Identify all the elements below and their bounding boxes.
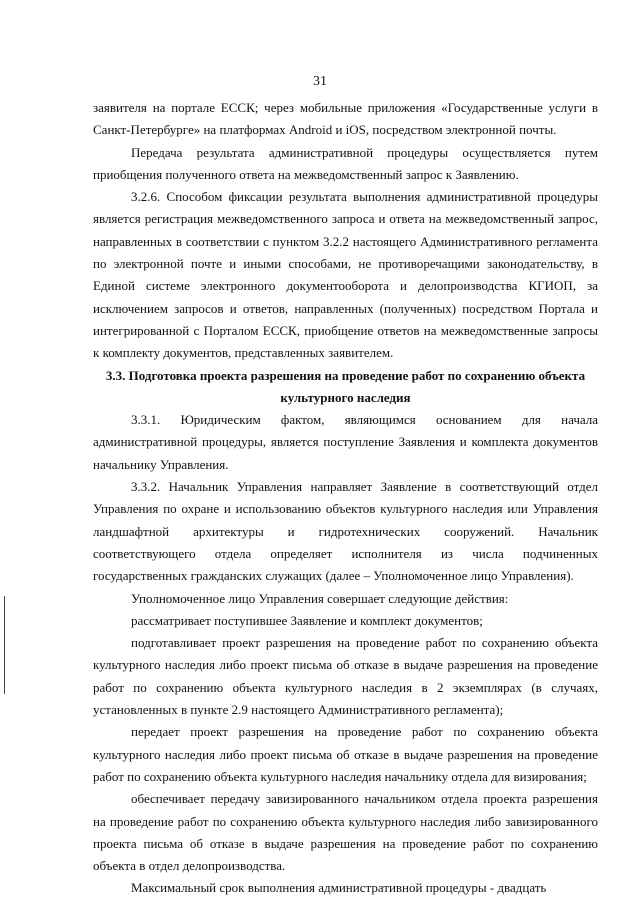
paragraph: 3.3.2. Начальник Управления направляет Заявление в соответствующий отдел Управления по охране и использованию объектов культурного наследия или Управления ландшафтной архитектуры и гидротехнических сооружений. Начальник соответствующего отдела определяет исполнителя из числа подчиненных государственных гражданских служащих (далее – Уполномоченное лицо Управления). <box>93 479 598 584</box>
paragraph: Передача результата административной процедуры осуществляется путем приобщения полученного ответа на межведомственный запрос к Заявлению. <box>93 144 598 182</box>
paragraph: 3.2.6. Способом фиксации результата выполнения административной процедуры является регистрация межведомственного запроса и ответа на межведомственный запрос, направленных в соответствии с пунктом 3.2.2 настоящего Административного регламента по электронной почте и иными способами, не противоречащими законодательству, в Единой системе электронного документооборота и делопроизводства КГИОП, за исключением запросов и ответов, направленных (полученных) посредством Портала и интегрированной с Порталом ЕССК, приобщение ответов на межведомственные запросы к комплекту документов, представленных заявителем. <box>93 189 598 361</box>
paragraph: 3.3.1. Юридическим фактом, являющимся основанием для начала административной процедуры, является поступление Заявления и комплекта документов начальнику Управления. <box>93 412 598 472</box>
paragraph: передает проект разрешения на проведение работ по сохранению объекта культурного наследия либо проект письма об отказе в выдаче разрешения на проведение работ по сохранению объекта культурного наследия начальнику отдела для визирования; <box>93 724 598 784</box>
page-body <box>93 97 598 900</box>
paragraph: Уполномоченное лицо Управления совершает следующие действия: <box>131 590 509 606</box>
section-heading: 3.3. Подготовка проекта разрешения на проведение работ по сохранению объекта культурного наследия <box>105 367 586 405</box>
paragraph: обеспечивает передачу завизированного начальником отдела проекта разрешения на проведение работ по сохранению объекта культурного наследия либо завизированного проекта письма об отказе в выдаче разрешения на проведение работ по сохранению объекта в отдел делопроизводства. <box>93 791 598 874</box>
page-number: 31 <box>313 74 327 89</box>
paragraph: рассматривает поступившее Заявление и комплект документов; <box>131 612 483 628</box>
paragraph: Максимальный срок выполнения административной процедуры - двадцать <box>131 880 547 896</box>
paragraph: подготавливает проект разрешения на проведение работ по сохранению объекта культурного наследия либо проект письма об отказе в выдаче разрешения на проведение работ по сохранению объекта культурного наследия в 2 экземплярах (в случаях, установленных в пункте 2.9 настоящего Административного регламента); <box>93 635 598 718</box>
margin-mark <box>4 596 5 694</box>
paragraph: заявителя на портале ЕССК; через мобильные приложения «Государственные услуги в Санкт-Петербурге» на платформах Android и iOS, посредством электронной почты. <box>93 100 598 138</box>
